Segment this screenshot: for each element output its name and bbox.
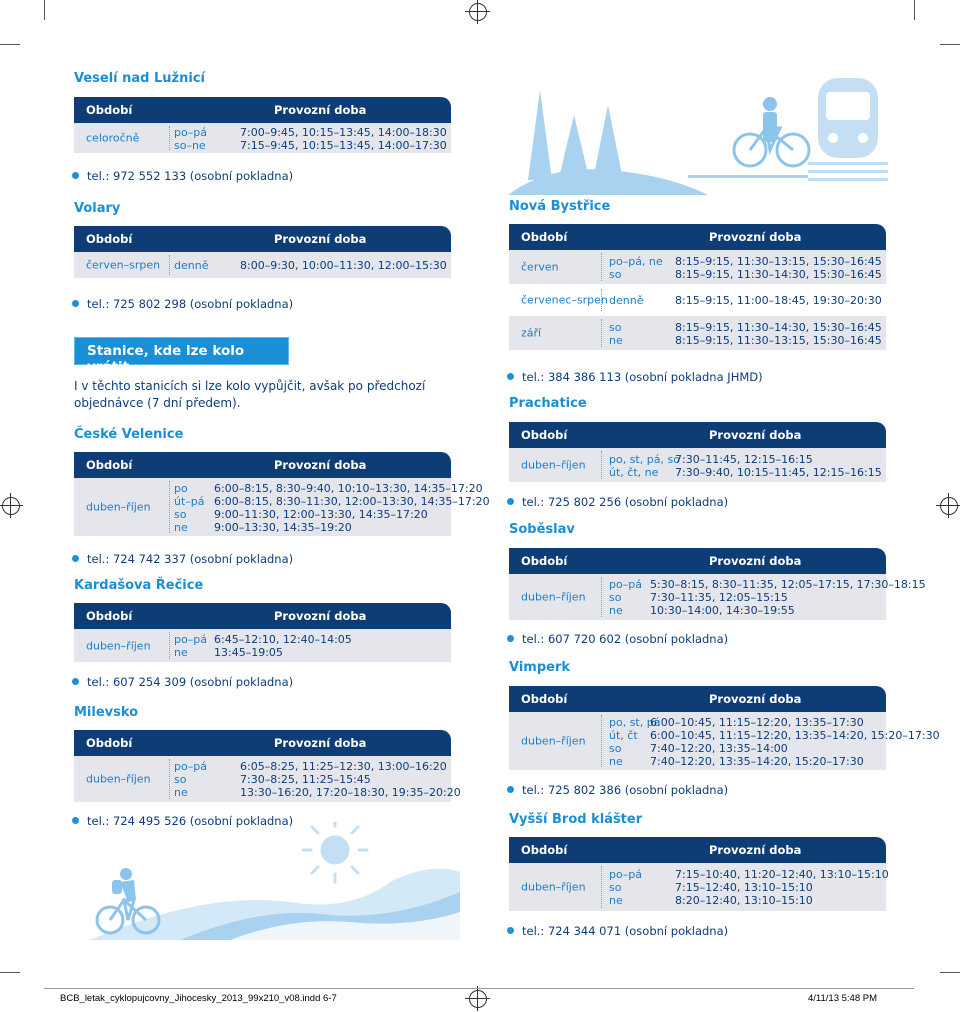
schedule-table: Období Provozní doba duben–říjen po, st, pá út, čt so ne 6:00–10:45, 11:15–12:20, 13:35–17:30 6:00–10:45, 11:15–12:20, 13:35–14:20, 15:20–17:30 7:40–12:20, 13:35–14:00 7:40–12:20, 13:35–14:20, 15:20–17:30 (509, 686, 886, 772)
table-row: červenec–srpen denně 8:15–9:15, 11:00–18:45, 19:30–20:30 (509, 286, 886, 316)
registration-mark-icon (469, 3, 487, 21)
section-title: České Velenice (74, 427, 184, 442)
schedule-table: Období Provozní doba červen po–pá, ne so 8:15–9:15, 11:30–13:15, 15:30–16:45 8:15–9:15, 11:30–14:30, 15:30–16:45 červenec–srpen denně 8:15–9:15, 11:00–18:45, 19:30–20:30 září so ne 8:15–9:15, 11:30–14:30, 15:30–16:45 8:15–9:15, 11:30–13:15, 15:30–16:45 (509, 224, 886, 352)
slug-line (44, 988, 914, 989)
table-row: duben–říjen po–pá so ne 5:30–8:15, 8:30–11:35, 12:05–17:15, 17:30–18:15 7:30–11:35, 12:05–15:15 10:30–14:00, 14:30–19:55 (509, 574, 886, 622)
schedule-table: Období Provozní doba duben–říjen po, st, pá, so út, čt, ne 7:30–11:45, 12:15–16:15 7:30–9:40, 10:15–11:45, 12:15–16:15 (509, 422, 886, 484)
section-title: Vyšší Brod klášter (509, 812, 643, 827)
row-days: po–pá so–ne (174, 126, 207, 152)
table-row: duben–říjen po, st, pá út, čt so ne 6:00–10:45, 11:15–12:20, 13:35–17:30 6:00–10:45, 11:15–12:20, 13:35–14:20, 15:20–17:30 7:40–12:20, 13:35–14:00 7:40–12:20, 13:35–14:20, 15:20–17:30 (509, 712, 886, 772)
crop-mark (0, 44, 20, 45)
table-row: duben–říjen po út–pá so ne 6:00–8:15, 8:30–9:40, 10:10–13:30, 14:35–17:20 6:00–8:15, 8:30–11:30, 12:00–13:30, 14:35–17:20 9:00–11:30, 12:00–13:30, 14:35–17:20 9:00–13:30, 14:35–19:20 (74, 478, 451, 538)
section-title: Kardašova Řečice (74, 578, 204, 593)
schedule-table: Období Provozní doba duben–říjen po–pá so ne 6:05–8:25, 11:25–12:30, 13:00–16:20 7:30–8:25, 11:25–15:45 13:30–16:20, 17:20–18:30, 19:35–20:20 (74, 730, 451, 804)
phone-line: tel.: 607 720 602 (osobní pokladna) (507, 632, 728, 646)
crop-mark (940, 972, 960, 973)
section-title: Veselí nad Lužnicí (74, 71, 205, 86)
phone-line: tel.: 384 386 113 (osobní pokladna JHMD) (507, 370, 763, 384)
row-period: celoročně (86, 131, 140, 145)
section-title: Volary (74, 201, 121, 216)
footer-filename: BCB_letak_cyklopujcovny_Jihocesky_2013_99x210_v08.indd 6-7 (60, 993, 337, 1004)
table-header (74, 97, 451, 123)
table-row: červen–srpen denně 8:00–9:30, 10:00–11:30, 12:00–15:30 (74, 252, 451, 280)
table-row: duben–říjen po–pá so ne 6:05–8:25, 11:25–12:30, 13:00–16:20 7:30–8:25, 11:25–15:45 13:30–16:20, 17:20–18:30, 19:35–20:20 (74, 756, 451, 804)
stations-note: I v těchto stanicích si lze kolo vypůjčit, avšak po předchozí objednávce (7 dní předem). (74, 379, 426, 410)
registration-mark-icon (940, 497, 958, 515)
bullet-icon (72, 172, 79, 179)
section-title: Prachatice (509, 396, 587, 411)
cyclist-landscape-illustration (90, 822, 460, 940)
phone-line: tel.: 724 344 071 (osobní pokladna) (507, 924, 728, 938)
crop-mark (44, 0, 45, 20)
phone-line: tel.: 724 742 337 (osobní pokladna) (72, 552, 293, 566)
header-hours: Provozní doba (274, 103, 367, 117)
header-period: Období (86, 103, 133, 117)
table-row (74, 123, 451, 155)
crop-mark (914, 0, 915, 20)
table-row: duben–říjen po–pá ne 6:45–12:10, 12:40–14:05 13:45–19:05 (74, 629, 451, 664)
crop-mark (940, 44, 960, 45)
row-times: 7:00–9:45, 10:15–13:45, 14:00–18:30 7:15–9:45, 10:15–13:45, 14:00–17:30 (240, 126, 447, 152)
phone-line: tel.: 725 802 256 (osobní pokladna) (507, 495, 728, 509)
registration-mark-icon (2, 497, 20, 515)
schedule-table: Období Provozní doba duben–říjen po–pá so ne 7:15–10:40, 11:20–12:40, 13:10–15:10 7:15–12:40, 13:10–15:10 8:20–12:40, 13:10–15:10 (509, 837, 886, 913)
phone-line: tel.: 607 254 309 (osobní pokladna) (72, 675, 293, 689)
divider (169, 126, 170, 150)
table-row: duben–říjen po, st, pá, so út, čt, ne 7:30–11:45, 12:15–16:15 7:30–9:40, 10:15–11:45, 12:15–16:15 (509, 448, 886, 484)
schedule-table: Období Provozní doba duben–říjen po–pá so ne 5:30–8:15, 8:30–11:35, 12:05–17:15, 17:30–18:15 7:30–11:35, 12:05–15:15 10:30–14:00, 14:30–19:55 (509, 548, 886, 622)
section-title: Milevsko (74, 705, 139, 720)
phone-line: tel.: 972 552 133 (osobní pokladna) (72, 169, 293, 183)
table-row: září so ne 8:15–9:15, 11:30–14:30, 15:30–16:45 8:15–9:15, 11:30–13:15, 15:30–16:45 (509, 316, 886, 352)
phone-line: tel.: 725 802 386 (osobní pokladna) (507, 783, 728, 797)
stations-heading: Stanice, kde lze kolo vrátit (74, 337, 289, 365)
table-row: duben–říjen po–pá so ne 7:15–10:40, 11:20–12:40, 13:10–15:10 7:15–12:40, 13:10–15:10 8:20–12:40, 13:10–15:10 (509, 863, 886, 913)
footer-date: 4/11/13 5:48 PM (808, 993, 878, 1004)
schedule-table: Období Provozní doba duben–říjen po út–pá so ne 6:00–8:15, 8:30–9:40, 10:10–13:30, 14:35–17:20 6:00–8:15, 8:30–11:30, 12:00–13:30, 14:35–17:20 9:00–11:30, 12:00–13:30, 14:35–17:20 9:00–13:30, 14:35–19:20 (74, 452, 451, 538)
phone-line: tel.: 724 495 526 (osobní pokladna) (72, 814, 293, 828)
schedule-table (74, 226, 451, 280)
section-title: Soběslav (509, 522, 575, 537)
section-title: Nová Bystřice (509, 199, 611, 214)
schedule-table (74, 97, 451, 155)
schedule-table: Období Provozní doba duben–říjen po–pá ne 6:45–12:10, 12:40–14:05 13:45–19:05 (74, 603, 451, 664)
train-cyclist-illustration (508, 70, 888, 195)
phone-line: tel.: 725 802 298 (osobní pokladna) (72, 297, 293, 311)
train-icon (808, 78, 888, 181)
registration-mark-icon (469, 990, 487, 1008)
section-title: Vimperk (509, 660, 571, 675)
table-header: Období Provozní doba (74, 226, 451, 252)
sun-icon (321, 836, 349, 864)
crop-mark (0, 972, 20, 973)
table-row: červen po–pá, ne so 8:15–9:15, 11:30–13:15, 15:30–16:45 8:15–9:15, 11:30–14:30, 15:30–16:45 (509, 250, 886, 286)
